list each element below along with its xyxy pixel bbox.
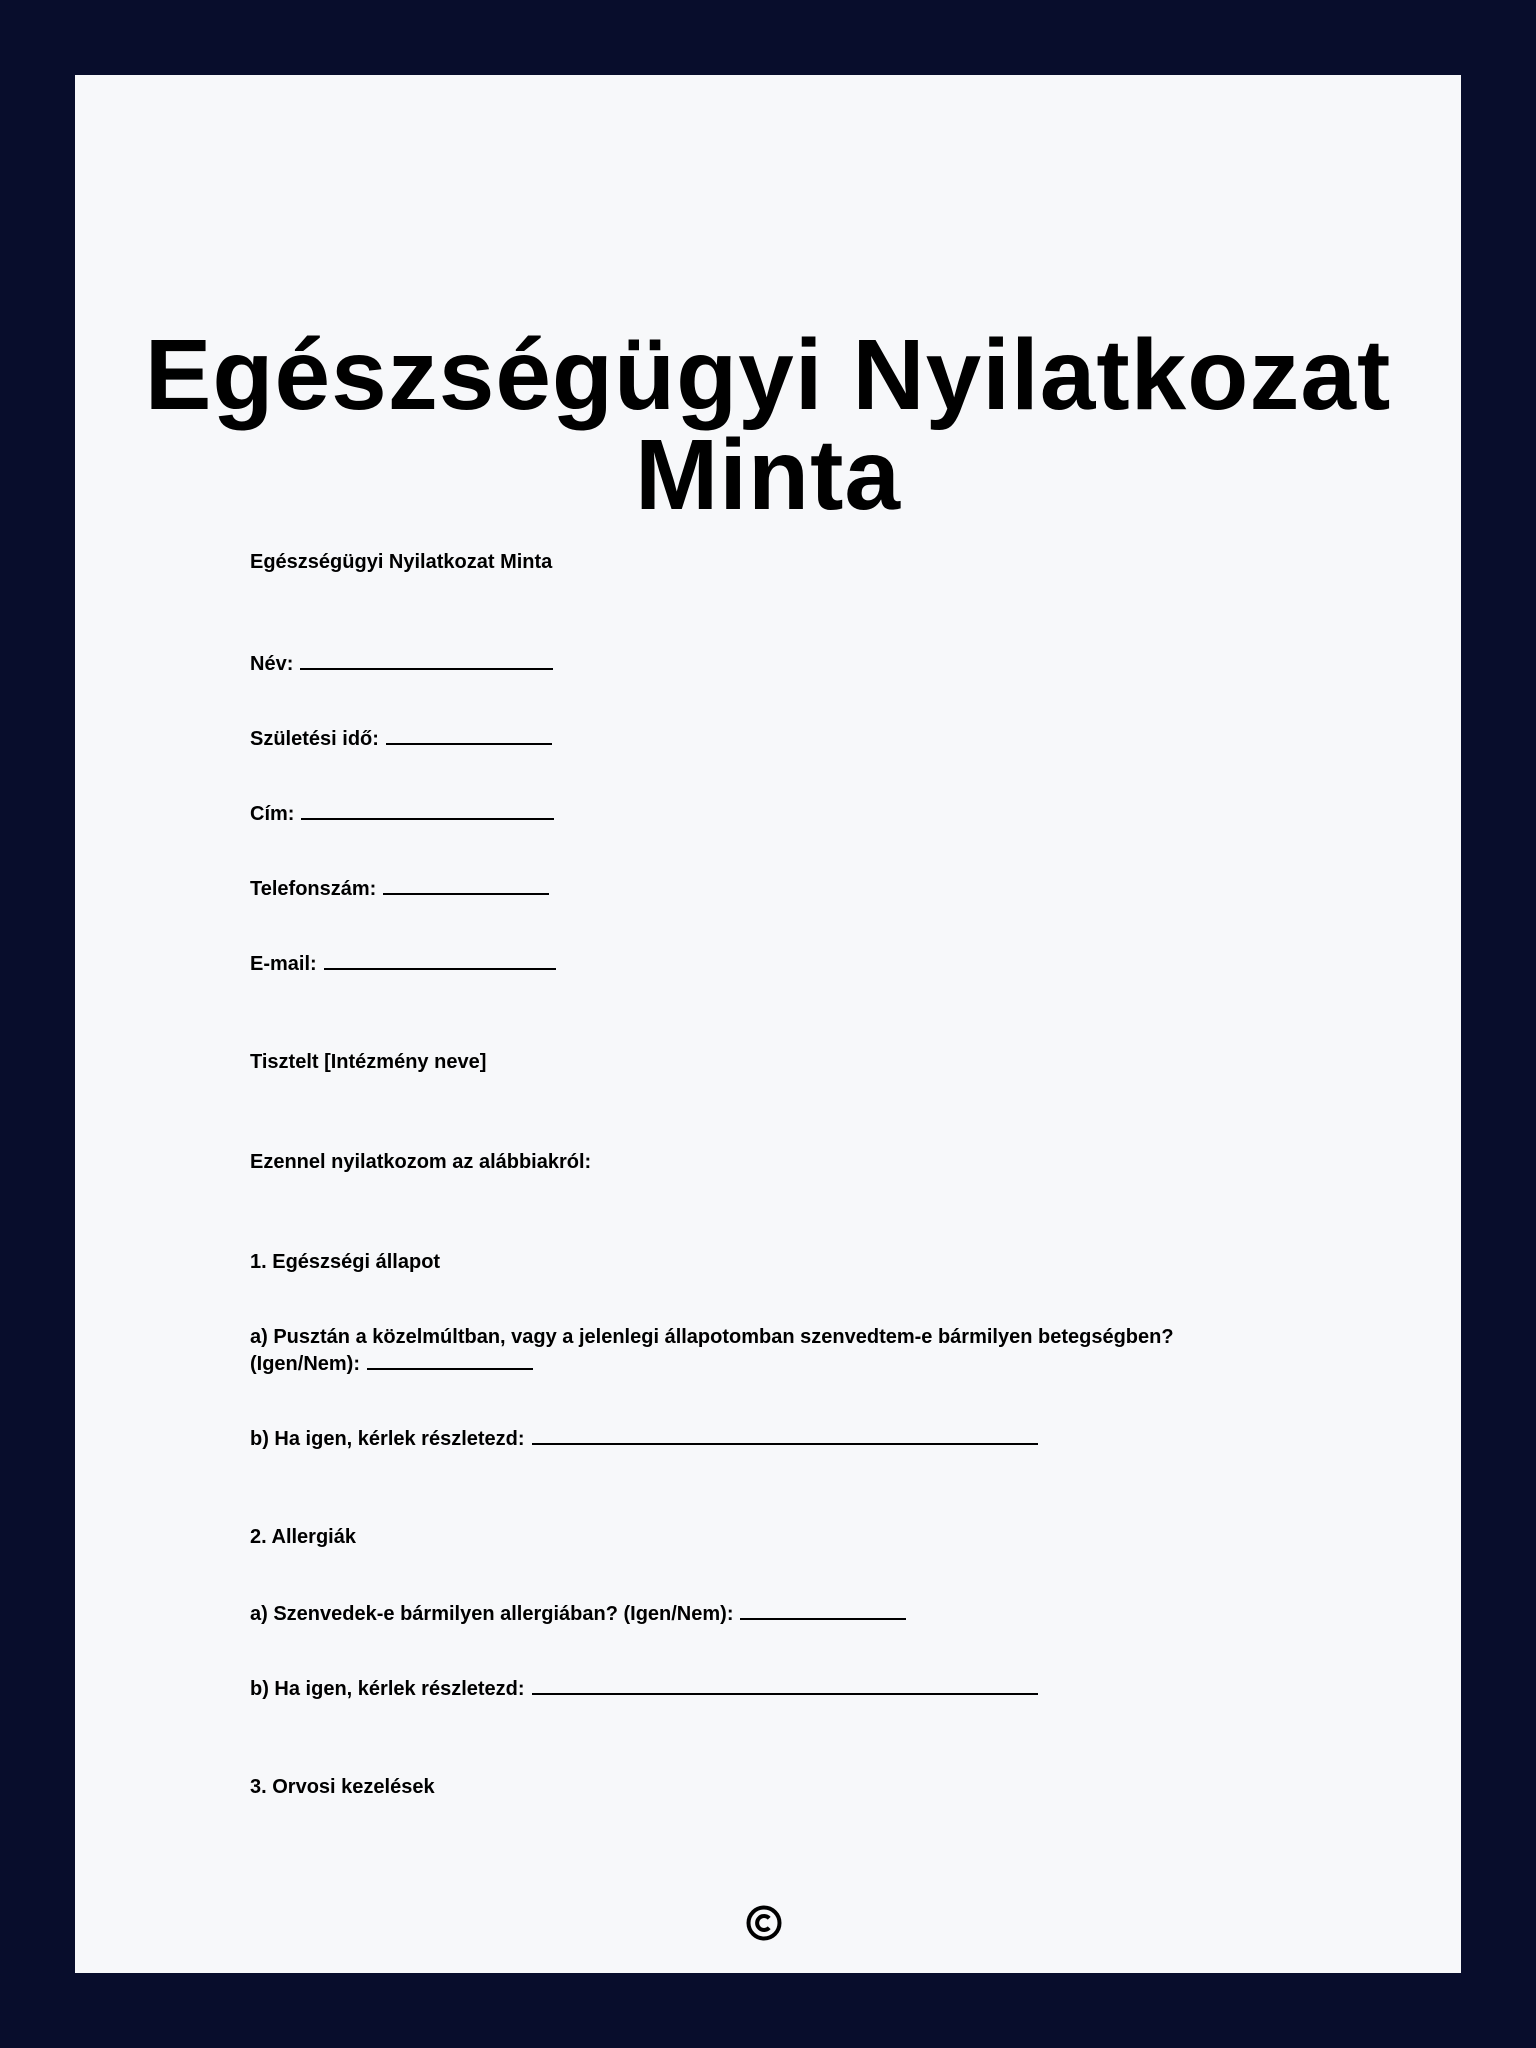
intro-text: Ezennel nyilatkozom az alábbiakról:	[250, 1151, 592, 1173]
section1-question-b-label: b) Ha igen, kérlek részletezd:	[250, 1428, 525, 1450]
section2-question-b	[250, 1675, 1038, 1702]
section2-question-b-label: b) Ha igen, kérlek részletezd:	[250, 1678, 525, 1700]
phone-field	[250, 875, 549, 902]
section1-question-a-answer-label: (Igen/Nem):	[250, 1353, 360, 1375]
birth-date-blank[interactable]	[386, 725, 552, 745]
email-label: E-mail:	[250, 953, 317, 975]
section1-question-a-answer	[250, 1350, 533, 1377]
section2-question-b-blank[interactable]	[532, 1675, 1038, 1695]
document-title	[75, 319, 1461, 531]
section2-question-a-blank[interactable]	[740, 1600, 906, 1620]
section2-question-a-label: a) Szenvedek-e bármilyen allergiában? (Igen/Nem):	[250, 1603, 734, 1625]
document-title-text: Egészségügyi Nyilatkozat Minta	[144, 319, 1392, 531]
section2-question-a	[250, 1600, 906, 1627]
copyright-icon	[746, 1905, 782, 1941]
name-field	[250, 650, 553, 677]
section1-question-b-blank[interactable]	[532, 1425, 1038, 1445]
name-label: Név:	[250, 653, 294, 675]
email-field	[250, 950, 556, 977]
address-field	[250, 800, 554, 827]
section1-question-a-blank[interactable]	[367, 1350, 533, 1370]
section3-heading: 3. Orvosi kezelések	[250, 1776, 435, 1798]
address-label: Cím:	[250, 803, 295, 825]
birth-date-label: Születési idő:	[250, 728, 379, 750]
section1-question-b	[250, 1425, 1038, 1452]
document-page	[75, 75, 1461, 1973]
email-blank[interactable]	[324, 950, 556, 970]
name-blank[interactable]	[300, 650, 553, 670]
section1-question-a: a) Pusztán a közelmúltban, vagy a jelenlegi állapotomban szenvedtem-e bármilyen betegségben?	[250, 1326, 1174, 1348]
section2-heading: 2. Allergiák	[250, 1526, 356, 1548]
address-blank[interactable]	[301, 800, 554, 820]
document-subtitle: Egészségügyi Nyilatkozat Minta	[250, 551, 553, 573]
birth-date-field	[250, 725, 552, 752]
phone-blank[interactable]	[383, 875, 549, 895]
phone-label: Telefonszám:	[250, 878, 377, 900]
salutation: Tisztelt [Intézmény neve]	[250, 1051, 487, 1073]
section1-heading: 1. Egészségi állapot	[250, 1251, 441, 1273]
